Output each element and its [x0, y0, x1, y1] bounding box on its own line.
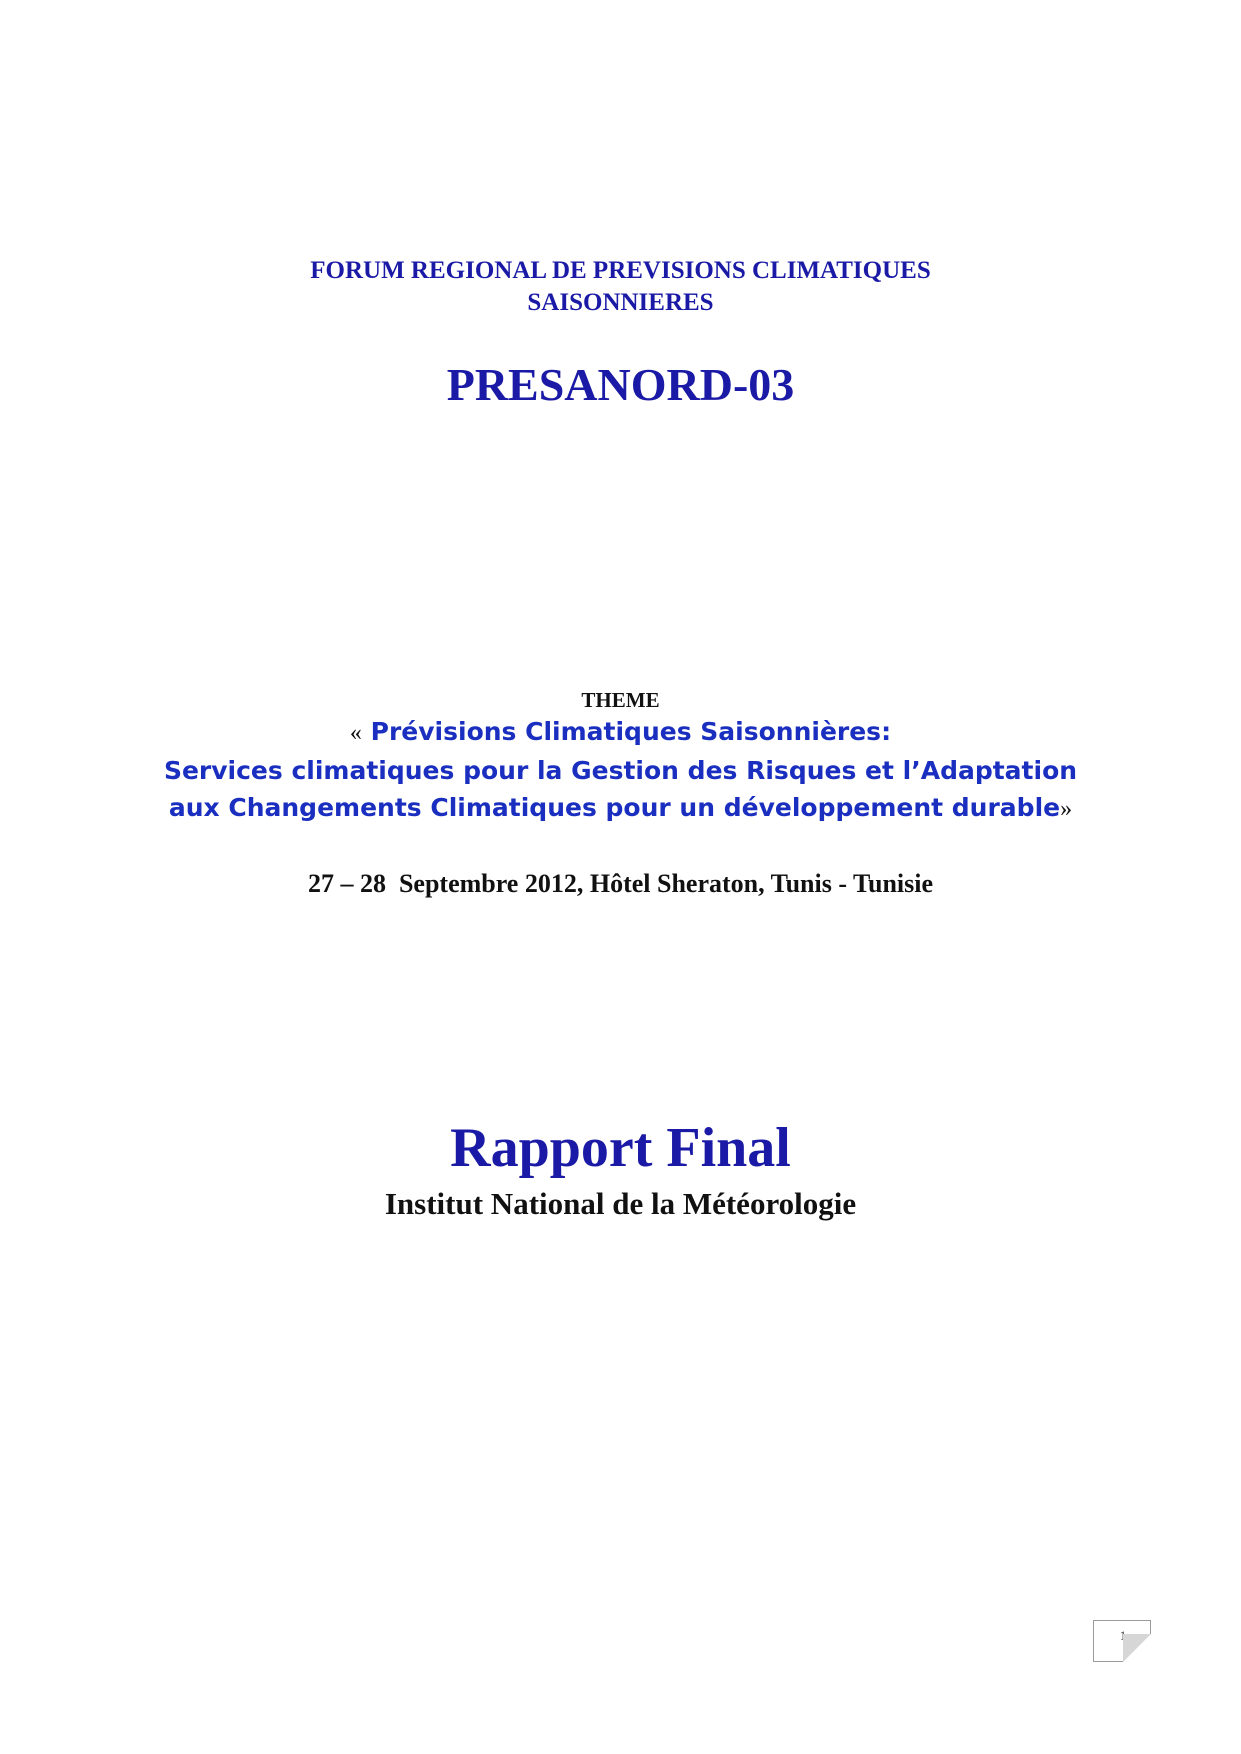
theme-text [0, 713, 1241, 828]
theme-line-2: Services climatiques pour la Gestion des Risques et l’Adaptation [163, 756, 1078, 785]
theme-line-3 [0, 789, 1241, 828]
theme-line-1-text: Prévisions Climatiques Saisonnières: [370, 717, 892, 746]
page-number: 1 [1119, 1628, 1127, 1643]
theme-line-3-text: aux Changements Climatiques pour un développement durable [168, 793, 1061, 822]
forum-title-line-1: FORUM REGIONAL DE PREVISIONS CLIMATIQUES [310, 257, 931, 284]
report-title: Rapport Final [450, 1117, 791, 1179]
close-quote: » [1060, 796, 1073, 822]
event-date-location: 27 – 28 Septembre 2012, Hôtel Sheraton, Tunis - Tunisie [307, 869, 934, 898]
forum-title [0, 255, 1241, 319]
theme-line-1 [0, 713, 1241, 752]
page-curl-icon [1123, 1634, 1151, 1662]
forum-title-line-2: SAISONNIERES [527, 289, 714, 316]
page-number-box [1093, 1620, 1151, 1662]
document-code: PRESANORD-03 [446, 359, 795, 410]
institution-name: Institut National de la Météorologie [384, 1186, 857, 1221]
open-quote: « [349, 720, 362, 746]
theme-label: THEME [581, 688, 660, 712]
